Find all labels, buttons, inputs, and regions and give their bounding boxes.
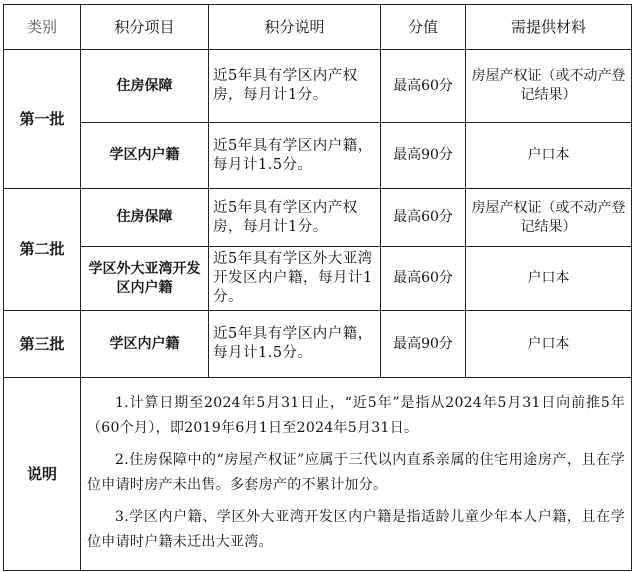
value-cell: 最高90分 bbox=[381, 311, 466, 378]
materials-cell: 房屋产权证（或不动产登记结果） bbox=[466, 50, 632, 123]
table-row bbox=[4, 247, 632, 311]
notes-cell bbox=[81, 378, 632, 571]
table-header bbox=[4, 5, 632, 50]
materials-cell: 户口本 bbox=[466, 311, 632, 378]
batch-label: 第三批 bbox=[4, 311, 81, 378]
item-cell: 住房保障 bbox=[81, 50, 209, 123]
item-cell: 学区外大亚湾开发区内户籍 bbox=[81, 247, 209, 311]
note-item: 1.计算日期至2024年5月31日止，“近5年”是指从2024年5月31日向前推5年（60个月），即2019年6月1日至2024年5月31日。 bbox=[87, 395, 625, 436]
points-table bbox=[3, 4, 632, 571]
header-value: 分值 bbox=[381, 5, 466, 50]
header-desc: 积分说明 bbox=[209, 5, 381, 50]
value-cell: 最高60分 bbox=[381, 247, 466, 311]
desc-cell: 近5年具有学区内产权房，每月计1分。 bbox=[209, 189, 381, 247]
header-batch: 类别 bbox=[4, 5, 81, 50]
item-cell: 住房保障 bbox=[81, 189, 209, 247]
table-row bbox=[4, 123, 632, 189]
materials-cell: 户口本 bbox=[466, 123, 632, 189]
header-materials: 需提供材料 bbox=[466, 5, 632, 50]
note-item: 2.住房保障中的“房屋产权证”应属于三代以内直系亲属的住宅用途房产，且在学位申请时房产未出售。多套房产的不累计加分。 bbox=[87, 452, 625, 493]
table-row bbox=[4, 311, 632, 378]
note-item: 3.学区内户籍、学区外大亚湾开发区内户籍是指适龄儿童少年本人户籍，且在学位申请时户籍未迁出大亚湾。 bbox=[87, 509, 625, 550]
value-cell: 最高60分 bbox=[381, 189, 466, 247]
desc-cell: 近5年具有学区内户籍，每月计1.5分。 bbox=[209, 311, 381, 378]
value-cell: 最高60分 bbox=[381, 50, 466, 123]
desc-cell: 近5年具有学区内产权房，每月计1分。 bbox=[209, 50, 381, 123]
notes-label: 说明 bbox=[4, 378, 81, 571]
batch-label: 第二批 bbox=[4, 189, 81, 311]
item-cell: 学区内户籍 bbox=[81, 123, 209, 189]
desc-cell: 近5年具有学区外大亚湾开发区内户籍，每月计1分。 bbox=[209, 247, 381, 311]
table-row bbox=[4, 50, 632, 123]
item-cell: 学区内户籍 bbox=[81, 311, 209, 378]
notes-row bbox=[4, 378, 632, 571]
value-cell: 最高90分 bbox=[381, 123, 466, 189]
table-row bbox=[4, 189, 632, 247]
header-row bbox=[4, 5, 632, 50]
materials-cell: 房屋产权证（或不动产登记结果） bbox=[466, 189, 632, 247]
batch-label: 第一批 bbox=[4, 50, 81, 189]
materials-cell: 户口本 bbox=[466, 247, 632, 311]
header-item: 积分项目 bbox=[81, 5, 209, 50]
desc-cell: 近5年具有学区内户籍，每月计1.5分。 bbox=[209, 123, 381, 189]
